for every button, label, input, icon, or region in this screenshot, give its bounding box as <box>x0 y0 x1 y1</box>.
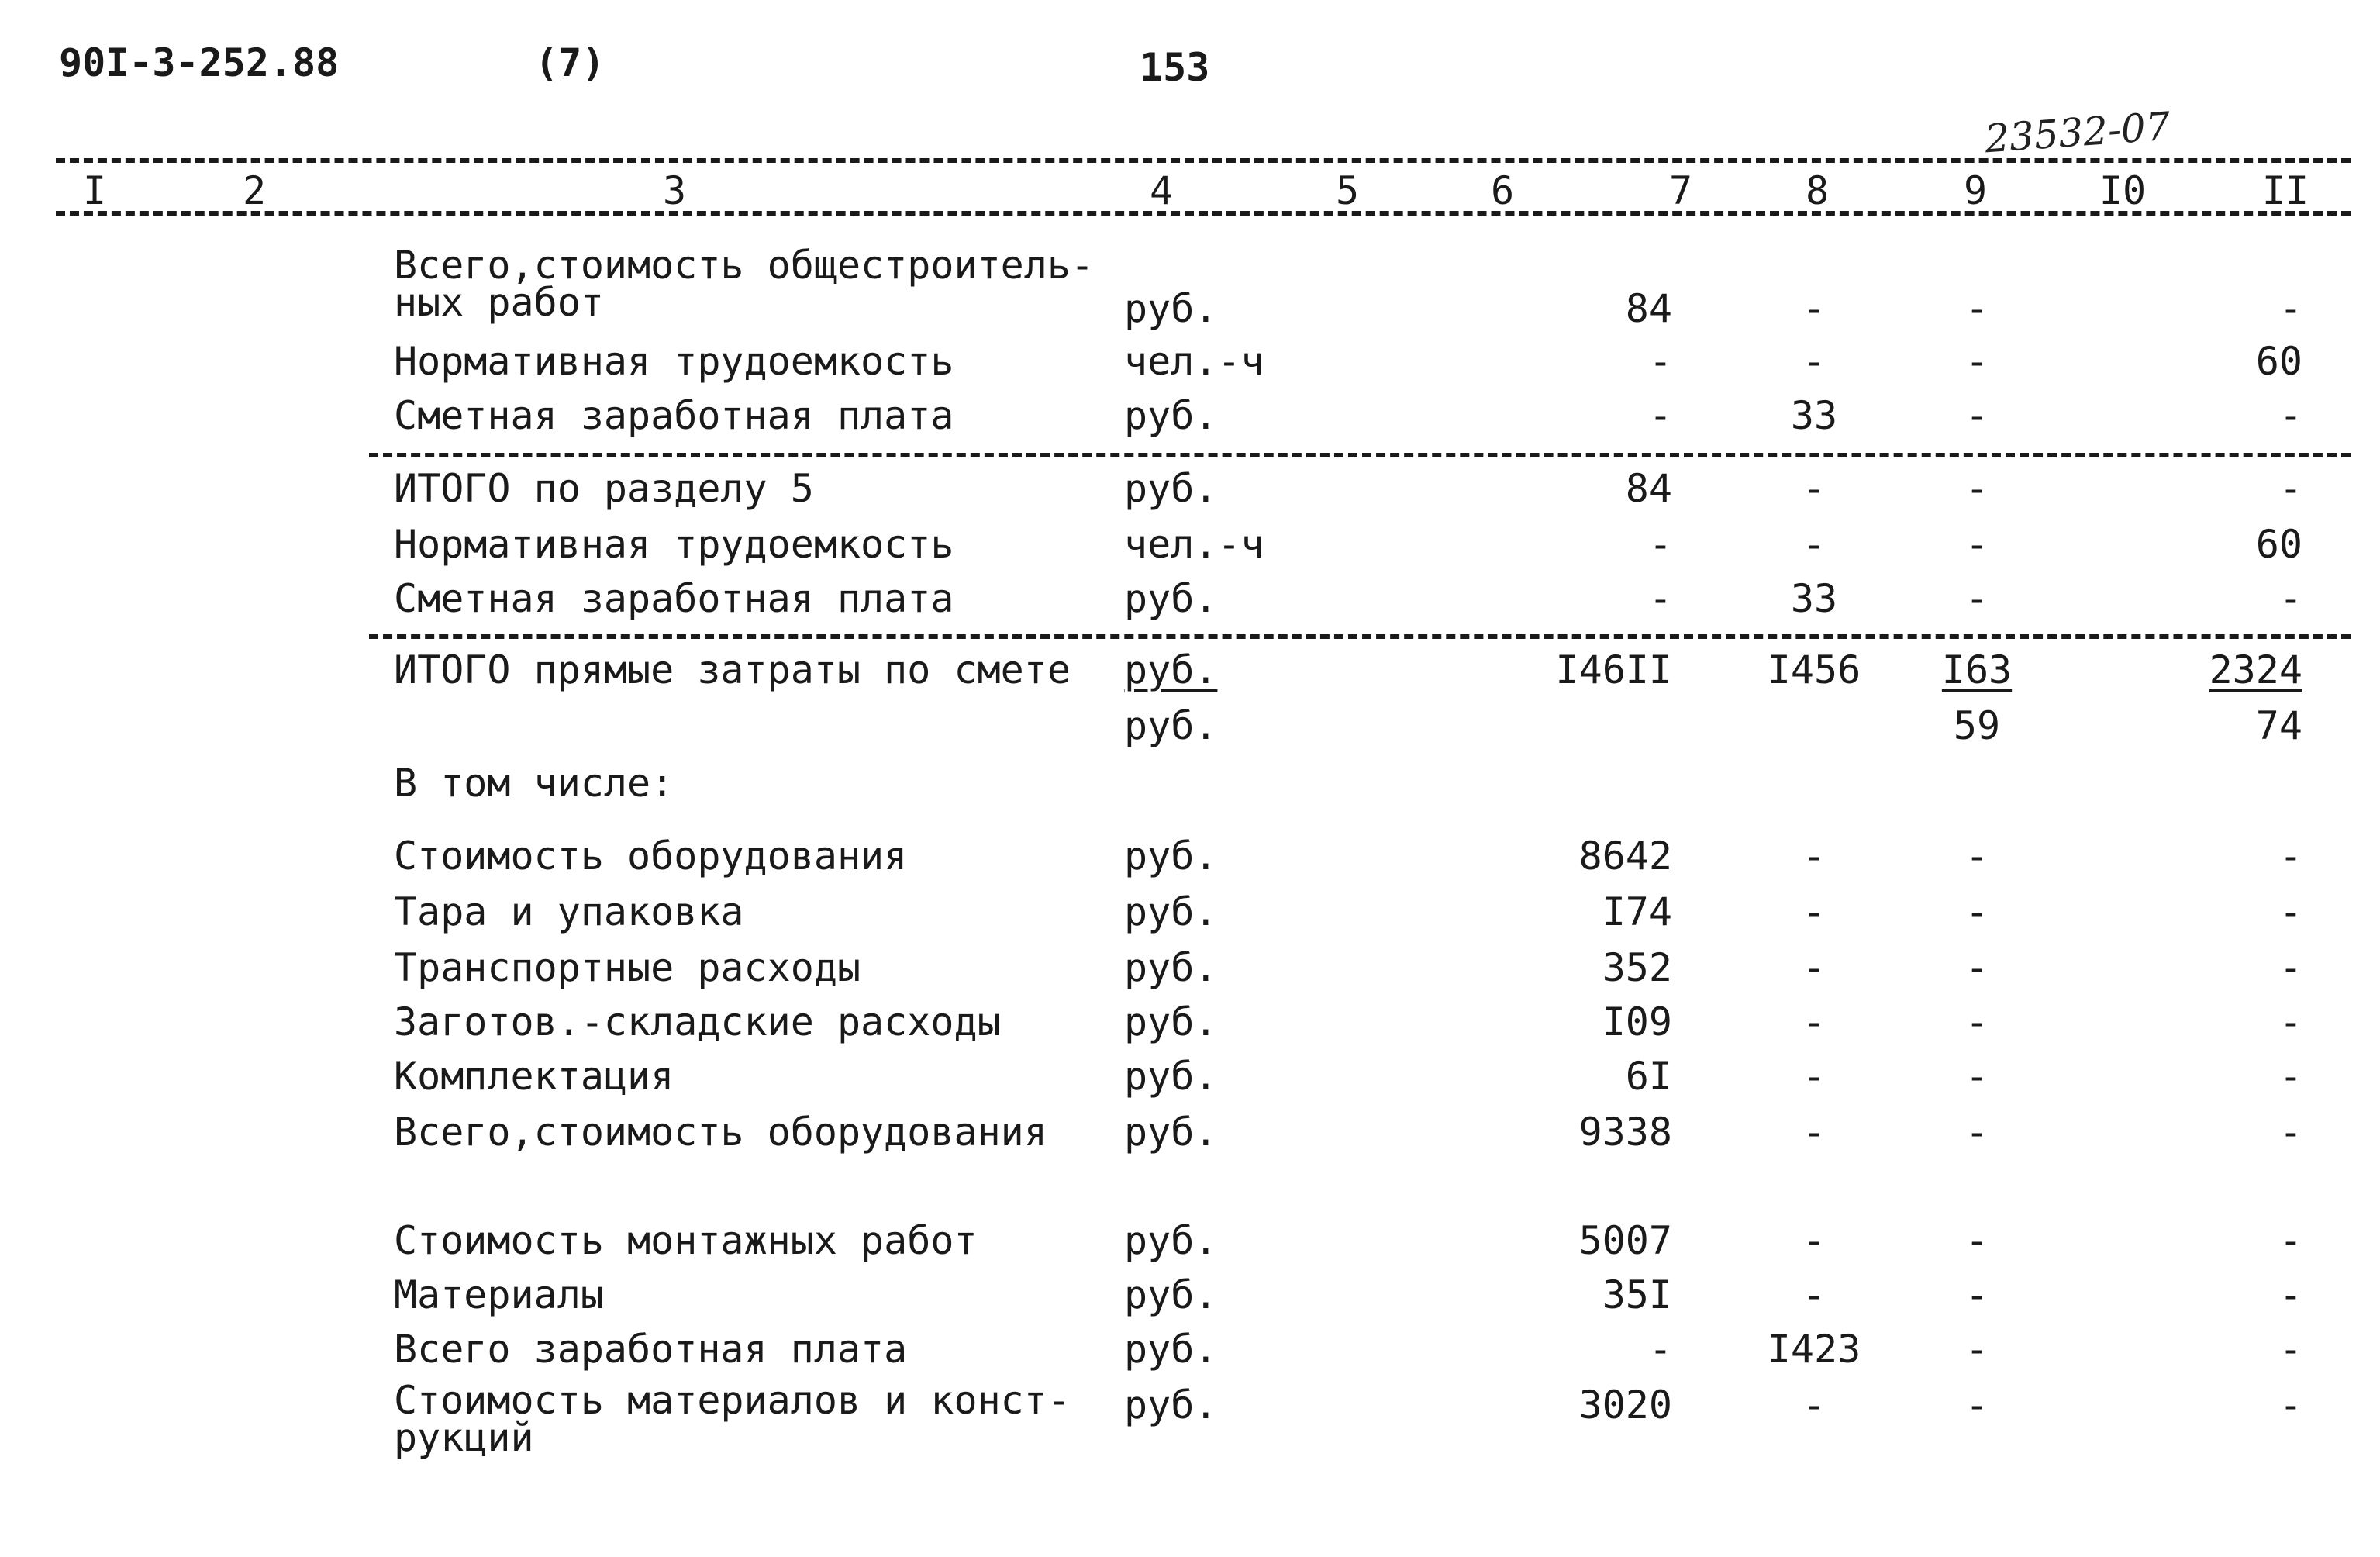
col-9-value: - <box>1964 1327 1989 1372</box>
item-name: В том числе: <box>394 761 674 806</box>
col-7-value: - <box>1648 393 1672 438</box>
col-8-value: 33 <box>1790 393 1838 438</box>
col-7-value: 352 <box>1602 945 1672 990</box>
item-name: Материалы <box>394 1272 604 1317</box>
table-row <box>0 392 2380 439</box>
col-11-value: - <box>2278 466 2302 511</box>
item-name: Стоимость оборудования <box>394 834 908 879</box>
col-9-value: - <box>1964 834 1989 879</box>
col-11-value: - <box>2278 1327 2302 1372</box>
col-11-value: 2324 <box>2209 647 2302 692</box>
col-8-value: - <box>1802 1110 1826 1155</box>
table-row <box>0 465 2380 512</box>
col-9-value: - <box>1964 1272 1989 1317</box>
col-8-value: - <box>1802 522 1826 567</box>
col-11-value: - <box>2278 834 2302 879</box>
col-8-value: 33 <box>1790 576 1838 621</box>
item-name: Транспортные расходы <box>394 945 861 990</box>
col-7-value: 35I <box>1602 1272 1672 1317</box>
col-9-value: - <box>1964 1110 1989 1155</box>
item-unit: руб. <box>1124 889 1218 934</box>
col-9-value: - <box>1964 339 1989 384</box>
col-7-value: I74 <box>1602 889 1672 934</box>
item-unit: руб. <box>1124 1110 1218 1155</box>
col-11-value: - <box>2278 945 2302 990</box>
col-8-value: - <box>1802 1218 1826 1263</box>
column-header-11: II <box>2261 168 2309 213</box>
item-unit: руб. <box>1124 945 1218 990</box>
column-header-4: 4 <box>1149 168 1174 213</box>
col-8-value: - <box>1802 286 1826 331</box>
column-header-5: 5 <box>1335 168 1360 213</box>
col-7-value: - <box>1648 522 1672 567</box>
column-header-10: I0 <box>2099 168 2147 213</box>
col-7-value: 9338 <box>1578 1110 1672 1155</box>
header-top-rule <box>56 158 2351 163</box>
col-11-value: - <box>2278 1110 2302 1155</box>
table-row <box>0 243 2380 332</box>
col-9-value: - <box>1964 522 1989 567</box>
table-row <box>0 521 2380 568</box>
col-7-value: - <box>1648 339 1672 384</box>
col-11-value: - <box>2278 999 2302 1044</box>
col-11-value: - <box>2278 286 2302 331</box>
col-11-value: - <box>2278 393 2302 438</box>
item-name: Всего,стоимость оборудования <box>394 1110 1047 1155</box>
item-unit: руб. <box>1124 576 1218 621</box>
table-row <box>0 1053 2380 1100</box>
col-9-value: - <box>1964 1218 1989 1263</box>
col-11-value: - <box>2278 1218 2302 1263</box>
item-name: Сметная заработная плата <box>394 393 954 438</box>
column-header-1: I <box>82 168 107 213</box>
col-11-value: 60 <box>2255 339 2302 384</box>
item-unit: руб. <box>1124 647 1218 692</box>
col-11-value: - <box>2278 889 2302 934</box>
table-row <box>0 647 2380 693</box>
col-11-value: 60 <box>2255 522 2302 567</box>
col-8-value: - <box>1802 945 1826 990</box>
item-name: Заготов.-складские расходы <box>394 999 1001 1044</box>
col-9-value: - <box>1964 945 1989 990</box>
item-name: Сметная заработная плата <box>394 576 954 621</box>
column-header-9: 9 <box>1963 168 1988 213</box>
item-name: Нормативная трудоемкость <box>394 522 954 567</box>
table-row <box>0 575 2380 622</box>
item-name: ИТОГО по разделу 5 <box>394 466 814 511</box>
col-9-value: - <box>1964 889 1989 934</box>
col-11-value: - <box>2278 1383 2302 1428</box>
column-header-2: 2 <box>242 168 267 213</box>
column-header-7: 7 <box>1668 168 1693 213</box>
col-11-value: - <box>2278 576 2302 621</box>
col-9-value: 59 <box>1953 703 2001 748</box>
col-8-value: I423 <box>1767 1327 1861 1372</box>
item-name: Всего заработная плата <box>394 1327 908 1372</box>
col-9-value: - <box>1964 576 1989 621</box>
page-number: 153 <box>1140 45 1210 90</box>
item-unit: руб. <box>1124 703 1218 748</box>
table-row <box>0 1378 2380 1467</box>
table-row <box>0 760 2380 806</box>
col-7-value: 84 <box>1625 466 1672 511</box>
item-name: Стоимость материалов и конст- рукций <box>394 1378 1071 1460</box>
col-9-value: - <box>1964 286 1989 331</box>
item-name: Комплектация <box>394 1054 674 1099</box>
item-unit: чел.-ч <box>1124 339 1264 384</box>
col-7-value: 84 <box>1625 286 1672 331</box>
column-header-6: 6 <box>1490 168 1515 213</box>
item-unit: руб. <box>1124 393 1218 438</box>
document-code: 90I-3-252.88 <box>59 40 340 85</box>
item-unit: руб. <box>1124 1383 1218 1428</box>
item-name: ИТОГО прямые затраты по смете <box>394 647 1071 692</box>
sheet-number: (7) <box>535 40 605 85</box>
item-unit: руб. <box>1124 286 1218 331</box>
section-separator <box>369 634 2351 639</box>
item-name: Нормативная трудоемкость <box>394 339 954 384</box>
col-11-value: 74 <box>2255 703 2302 748</box>
col-7-value: - <box>1648 1327 1672 1372</box>
table-row <box>0 1109 2380 1155</box>
col-7-value: 5007 <box>1578 1218 1672 1263</box>
table-row <box>0 1326 2380 1372</box>
column-header-8: 8 <box>1805 168 1830 213</box>
table-row <box>0 833 2380 879</box>
col-7-value: I46II <box>1555 647 1672 692</box>
col-9-value: - <box>1964 1383 1989 1428</box>
item-unit: руб. <box>1124 1327 1218 1372</box>
col-7-value: - <box>1648 576 1672 621</box>
column-header-3: 3 <box>662 168 687 213</box>
item-unit: руб. <box>1124 1218 1218 1263</box>
table-row <box>0 889 2380 935</box>
col-7-value: 6I <box>1625 1054 1672 1099</box>
col-11-value: - <box>2278 1054 2302 1099</box>
col-9-value: - <box>1964 999 1989 1044</box>
col-7-value: I09 <box>1602 999 1672 1044</box>
item-unit: руб. <box>1124 466 1218 511</box>
table-row <box>0 999 2380 1045</box>
col-8-value: I456 <box>1767 647 1861 692</box>
item-unit: руб. <box>1124 834 1218 879</box>
col-9-value: - <box>1964 466 1989 511</box>
item-unit: руб. <box>1124 1272 1218 1317</box>
col-11-value: - <box>2278 1272 2302 1317</box>
col-7-value: 8642 <box>1578 834 1672 879</box>
col-8-value: - <box>1802 999 1826 1044</box>
col-9-value: - <box>1964 393 1989 438</box>
col-8-value: - <box>1802 339 1826 384</box>
col-8-value: - <box>1802 1054 1826 1099</box>
section-separator <box>369 453 2351 457</box>
col-8-value: - <box>1802 466 1826 511</box>
item-name: Всего,стоимость общестроитель- ных работ <box>394 243 1095 325</box>
table-row <box>0 1272 2380 1318</box>
header-bottom-rule <box>56 211 2351 216</box>
col-9-value: I63 <box>1941 647 2013 692</box>
table-row <box>0 944 2380 991</box>
table-row <box>0 1217 2380 1264</box>
table-row <box>0 703 2380 749</box>
col-8-value: - <box>1802 889 1826 934</box>
col-8-value: - <box>1802 834 1826 879</box>
table-row <box>0 338 2380 385</box>
item-name: Тара и упаковка <box>394 889 744 934</box>
item-unit: чел.-ч <box>1124 522 1264 567</box>
handwritten-number: 23532-07 <box>1983 103 2172 162</box>
col-7-value: 3020 <box>1578 1383 1672 1428</box>
col-9-value: - <box>1964 1054 1989 1099</box>
item-unit: руб. <box>1124 1054 1218 1099</box>
col-8-value: - <box>1802 1383 1826 1428</box>
item-unit: руб. <box>1124 999 1218 1044</box>
item-name: Стоимость монтажных работ <box>394 1218 978 1263</box>
col-8-value: - <box>1802 1272 1826 1317</box>
